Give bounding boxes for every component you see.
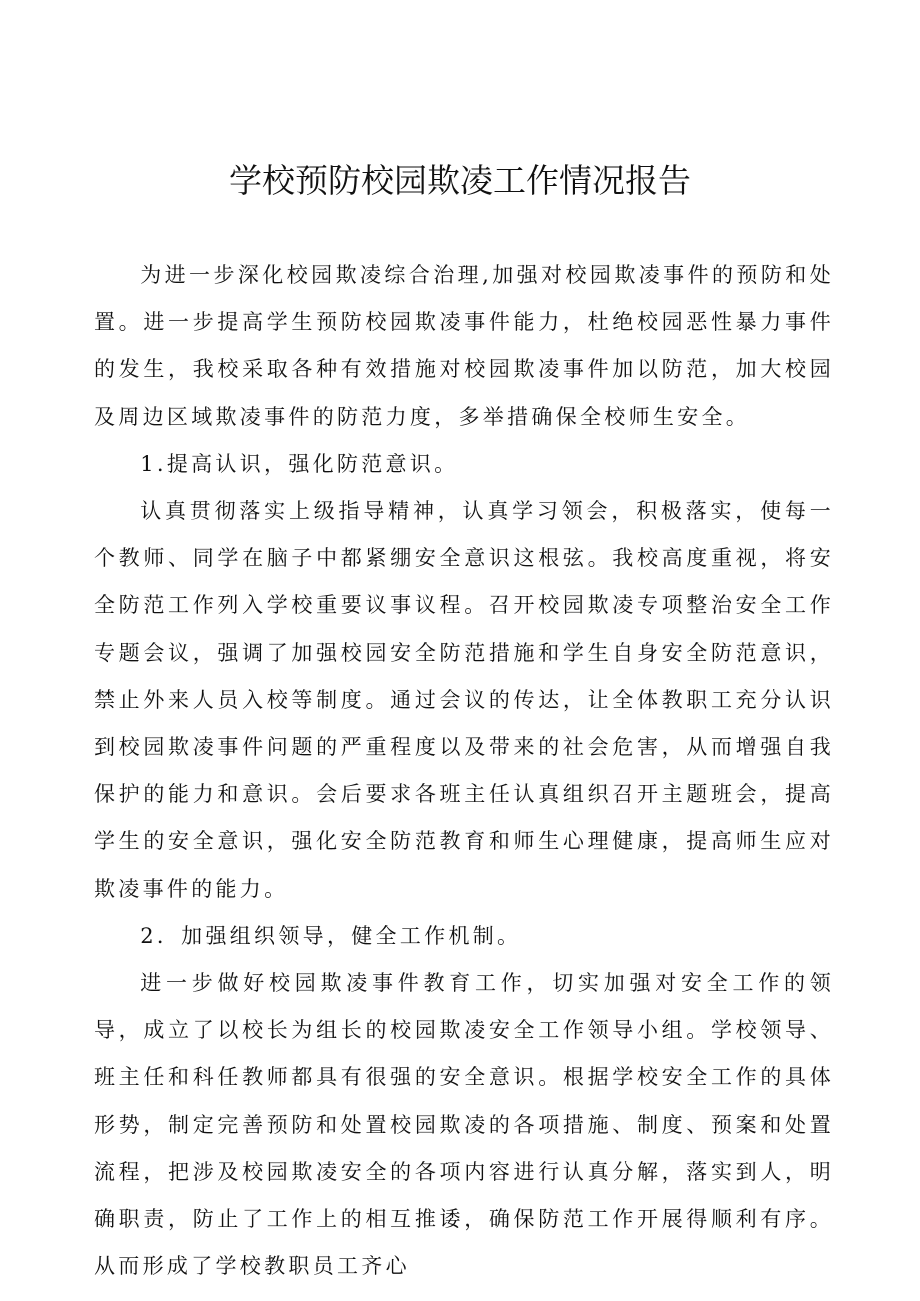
section-2-paragraph: 进一步做好校园欺凌事件教育工作，切实加强对安全工作的领导，成立了以校长为组长的校园欺凌安全工作领导小组。学校领导、班主任和科任教师都具有很强的安全意识。根据学校安全工作的具体形势，制定完善预防和处置校园欺凌的各项措施、制度、预案和处置流程，把涉及校园欺凌安全的各项内容进行认真分解，落实到人，明确职责，防止了工作上的相互推诿，确保防范工作开展得顺利有序。从而形成了学校教职员工齐心 bbox=[94, 971, 834, 1279]
document-body bbox=[94, 252, 834, 1290]
section-1-heading: 1.提高认识，强化防范意识。 bbox=[140, 451, 459, 476]
intro-paragraph: 为进一步深化校园欺凌综合治理,加强对校园欺凌事件的预防和处置。进一步提高学生预防校园欺凌事件能力，杜绝校园恶性暴力事件的发生，我校采取各种有效措施对校园欺凌事件加以防范，加大校园及周边区域欺凌事件的防范力度，多举措确保全校师生安全。 bbox=[94, 263, 834, 429]
section-1-paragraph: 认真贯彻落实上级指导精神，认真学习领会，积极落实，使每一个教师、同学在脑子中都紧绷安全意识这根弦。我校高度重视，将安全防范工作列入学校重要议事议程。召开校园欺凌专项整治安全工作专题会议，强调了加强校园安全防范措施和学生自身安全防范意识，禁止外来人员入校等制度。通过会议的传达，让全体教职工充分认识到校园欺凌事件问题的严重程度以及带来的社会危害，从而增强自我保护的能力和意识。会后要求各班主任认真组织召开主题班会，提高学生的安全意识，强化安全防范教育和师生心理健康，提高师生应对欺凌事件的能力。 bbox=[94, 499, 834, 901]
document-title: 学校预防校园欺凌工作情况报告 bbox=[229, 161, 691, 200]
section-2-heading: 2．加强组织领导，健全工作机制。 bbox=[140, 923, 522, 948]
